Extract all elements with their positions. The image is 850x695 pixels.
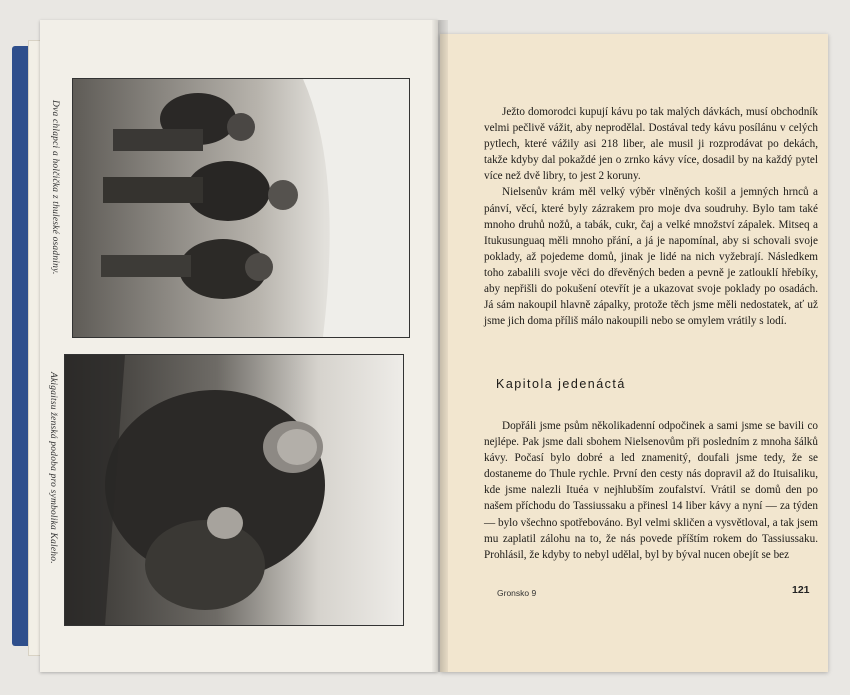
photo-children [72, 78, 410, 338]
book-gutter [432, 20, 448, 672]
photo-caption-bottom: Akigaitsu ženská podoba pro symbolika Kaleho. [48, 372, 58, 564]
page-number: 121 [792, 584, 810, 596]
text-block-top [484, 104, 818, 329]
text-block-bottom [484, 418, 818, 563]
photo-caption-top: Dva chlapci a holčička z thuleské osadniny. [50, 100, 60, 275]
paragraph: Nielsenův krám měl velký výběr vlněných košil a jemných hrnců a pánví, věcí, které byly zázrakem pro moje dva soudruhy. Bylo tam také mnoho druhů nožů, a tabák, cukr, čaj a velké množství zápalek. Mitseq a Itukusunguaq měli mnoho přání, a já je napomínal, aby si schovali svoje poklady, až pojedeme domů, jinak je lidé na nich vyžebrají. Následkem toho zabalili svoje věci do dřevěných beden a pevně je zatlouklí hřebíky, aby nepřišli do pokušení otevřít je a ukazovat svoje poklady po osadách. Já sám nakoupil hlavně zápalky, protože těch jsme měli nedostatek, ať už jsme jich doma příliš málo nakoupili nebo se omylem vrátily s lodí. [484, 186, 818, 328]
paragraph: Ježto domorodci kupují kávu po tak malých dávkách, musí obchodník velmi pečlivě vážit, aby neprodělal. Dostával tedy kávu posílánu v celých pytlech, které vážily asi 218 liber, ale musil ji rozprodávat po dekách, takže kdyby dal pokaždé jen o zrnko kávy více, dosadil by na každý pytel více než dvě libry, to jest 2 koruny. [484, 106, 818, 183]
photo-woman-child [64, 354, 404, 626]
chapter-title: Kapitola jedenáctá [496, 377, 626, 391]
paragraph: Dopřáli jsme psům několikadenní odpočinek a sami jsme se bavili co nejlépe. Pak jsme dali sbohem Nielsenovům při posledním z mnoha šálků kávy. Počasí bylo dobré a led znamenitý, doufali jsme tedy, že se dostaneme do Thule rychle. První den cesty nás dopravil až do Ituisaliku, kde jsme nalezli Ituéa v nejhlubším zoufalství. Vrátil se domů den po našem příchodu do Tassiussaku a přinesl 14 liber kávy a nyní — za týden — bylo všechno spotřebováno. Byl velmi skličen a vysvětloval, a tak jsem mu zaplatil zálohu na to, že nás povede příštím rokem do Tassiussaku. Prohlásil, že kdyby to nebyl udělal, byl by býval nucen obejít se bez [484, 420, 819, 561]
printer-signature: Gronsko 9 [497, 588, 537, 598]
